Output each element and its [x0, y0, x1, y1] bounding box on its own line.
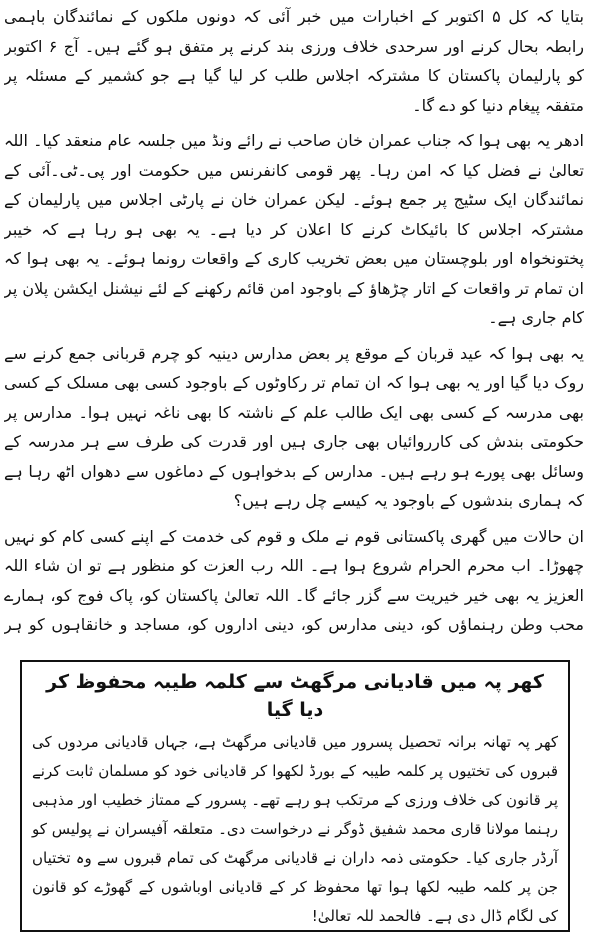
news-box	[20, 660, 570, 932]
article-body	[4, 2, 584, 642]
article-paragraph-1: بتایا کہ کل ۵ اکتوبر کے اخبارات میں خبر آئی کہ دونوں ملکوں کے نمائندگان باہمی رابطہ بحال کرنے اور سرحدی خلاف ورزی بند کرنے پر متفق ہو گئے ہیں۔ آج ۶ اکتوبر کو پارلیمان پاکستان کا مشترکہ اجلاس طلب کر لیا گیا ہے جو کشمیر کے مسئلہ پر متفقہ پیغام دنیا کو دے گا۔	[4, 7, 584, 115]
news-box-body: کھر پہ تھانہ برانہ تحصیل پسرور میں قادیانی مرگھٹ ہے، جہاں قادیانی مردوں کی قبروں کی تختیوں پر کلمہ طیبہ کے بورڈ لکھوا کر قادیانی خود کو مسلمان ثابت کرنے پر قانون کی خلاف ورزی کے مرتکب ہو رہے تھے۔ پسرور کے ممتاز خطیب اور مذہبی رہنما مولانا قاری محمد شفیق ڈوگر نے درخواست دی۔ متعلقہ آفیسران نے پولیس کو آرڈر جاری کیا۔ حکومتی ذمہ داران نے قادیانی مرگھٹ کی تمام قبروں سے وہ تختیاں جن پر کلمہ طیبہ لکھا ہوا تھا محفوظ کر کے قادیانی اوباشوں کے گھوڑے کو قانون کی لگام ڈال دی ہے۔ فالحمد للہ تعالیٰ!	[32, 733, 558, 925]
article-paragraph-3: یہ بھی ہوا کہ عید قربان کے موقع پر بعض مدارس دینیہ کو چرم قربانی جمع کرنے سے روک دیا گیا اور یہ بھی ہوا کہ ان تمام تر رکاوٹوں کے باوجود کسی بھی مسلک کے کسی بھی مدرسہ کے کسی بھی ایک طالب علم کے ناشتہ کا بھی ناغہ نہیں ہوا۔ مدارس پر حکومتی بندش کی کارروائیاں بھی جاری ہیں اور قدرت کی طرف سے ہر مدرسہ کے وسائل بھی پورے ہو رہے ہیں۔ مدارس کے بدخواہوں کے دماغوں سے دھواں اٹھ رہا ہے کہ ہماری بندشوں کے باوجود یہ کیسے چل رہے ہیں؟	[4, 343, 584, 510]
article-paragraph-4: ان حالات میں گھری پاکستانی قوم نے ملک و قوم کی خدمت کے اپنے کسی کام کو نہیں چھوڑا۔ اب محرم الحرام شروع ہوا ہے۔ اللہ رب العزت کو منظور ہے تو ان شاء اللہ العزیز یہ بھی خیر خیریت سے گزر جائے گا۔ اللہ تعالیٰ پاکستان کو، پاک فوج کو، ہمارے محب وطن رہنماؤں کو، دینی مدارس کو، دینی اداروں کو، مساجد و خانقاہوں کو ہر	[4, 526, 584, 634]
article-paragraph-2: ادھر یہ بھی ہوا کہ جناب عمران خان صاحب نے رائے ونڈ میں جلسہ عام منعقد کیا۔ اللہ تعالیٰ نے فضل کیا کہ امن رہا۔ پھر قومی کانفرنس میں حکومت اور پی۔ٹی۔آئی کے نمائندگان ایک سٹیج پر جمع ہوئے۔ لیکن عمران خان نے پارٹی اجلاس میں پارلیمان کے مشترکہ اجلاس کا بائیکاٹ کرنے کا اعلان کر دیا ہے۔ یہ بھی ہو رہا ہے کہ خیبر پختونخواہ اور بلوچستان میں بعض تخریب کاری کے واقعات رونما ہوئے۔ یہ بھی ہوا کہ ان تمام تر واقعات کے اتار چڑھاؤ کے باوجود امن قائم رکھنے کے لئے نیشنل ایکشن پلان پر کام جاری ہے۔	[4, 131, 584, 327]
news-box-title: کھر پہ میں قادیانی مرگھٹ سے کلمہ طیبہ محفوظ کر دیا گیا	[46, 671, 544, 721]
